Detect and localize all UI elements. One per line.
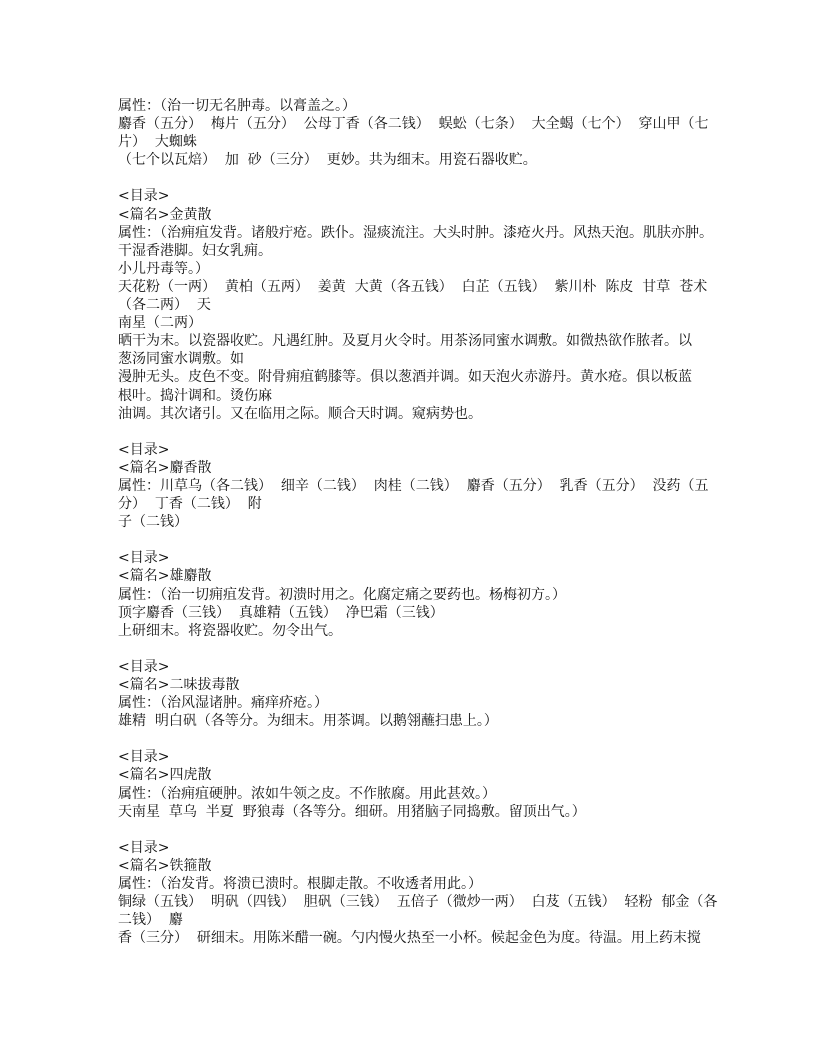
toc-marker: <目录> (118, 550, 170, 567)
toc-marker: <目录> (118, 749, 170, 766)
instructions-line: 漫肿无头。皮色不变。附骨痈疽鹤膝等。俱以葱酒并调。如天泡火赤游丹。黄水疮。俱以板蓝 (118, 369, 692, 386)
instructions-line: 葱汤同蜜水调敷。如 (118, 351, 244, 368)
section-title: <篇名>二味拔毒散 (118, 677, 240, 693)
blank-line (118, 423, 708, 441)
section-title: <篇名>雄麝散 (118, 568, 212, 585)
section-shexiang-san (118, 441, 708, 531)
blank-line (118, 821, 708, 839)
section-title: <篇名>铁箍散 (118, 857, 212, 874)
property-line: 属性：（治一切痈疽发背。初溃时用之。化腐定痛之要药也。杨梅初方。） (118, 586, 566, 603)
property-line: 属性：（治一切无名肿毒。以膏盖之。） (118, 98, 356, 114)
instructions-line: 晒干为末。以瓷器收贮。凡遇红肿。及夏月火令时。用茶汤同蜜水调敷。如微热欲作脓者。以 (118, 333, 692, 350)
toc-marker: <目录> (118, 188, 170, 205)
property-line: 属性：川草乌（各二钱） 细辛（二钱） 肉桂（二钱） 麝香（五分） 乳香（五分） 没药（五 (118, 477, 709, 494)
toc-marker: <目录> (118, 441, 170, 458)
property-line: 属性：（治风湿诸肿。痛痒疥疮。） (118, 695, 328, 712)
ingredients-line: 天南星 草乌 半夏 野狼毒（各等分。细研。用猪脑子同捣敷。留顶出气。） (118, 803, 586, 820)
property-line: 干湿香港脚。妇女乳痈。 (118, 242, 272, 259)
toc-marker: <目录> (118, 658, 170, 675)
ingredients-line: 子（二钱） (118, 514, 188, 531)
blank-line (118, 730, 708, 748)
section-continuation (118, 97, 708, 169)
property-line: 属性：（治痈疽发背。诸般疔疮。跌仆。湿痰流注。大头时肿。漆疮火丹。风热天泡。肌肤亦肿。 (118, 224, 713, 241)
property-line: 属性：（治发背。将溃已溃时。根脚走散。不收透者用此。） (118, 876, 482, 893)
instructions-line: 根叶。捣汁调和。烫伤麻 (118, 387, 272, 404)
section-jinhuang-san (118, 187, 713, 422)
instructions-line: 上研细末。将瓷器收贮。勿令出气。 (118, 622, 342, 639)
ingredients-line: 顶字麝香（三钱） 真雄精（五钱） 净巴霜（三钱） (118, 604, 444, 621)
document-page (118, 97, 718, 947)
ingredients-line: （各二两） 天 (118, 297, 211, 314)
ingredients-line: （七个以瓦焙） 加 砂（三分） 更妙。共为细末。用瓷石器收贮。 (118, 152, 537, 169)
section-sihu-san (118, 748, 708, 820)
ingredients-line: 雄精 明白矾（各等分。为细末。用茶调。以鹅翎蘸扫患上。） (118, 713, 498, 730)
blank-line (118, 640, 708, 658)
section-title: <篇名>金黄散 (118, 206, 212, 223)
property-line: 小儿丹毒等。） (118, 260, 209, 277)
section-title: <篇名>麝香散 (118, 459, 212, 476)
property-line: 属性：（治痈疽硬肿。浓如牛领之皮。不作脓腐。用此甚效。） (118, 785, 496, 802)
section-xiongshe-san (118, 549, 708, 639)
toc-marker: <目录> (118, 839, 170, 856)
ingredients-line: 天花粉（一两） 黄柏（五两） 姜黄 大黄（各五钱） 白芷（五钱） 紫川朴 陈皮 甘草 苍术 (118, 278, 708, 295)
ingredients-line: 片） 大蜘蛛 (118, 134, 197, 151)
section-tiegu-san (118, 839, 718, 948)
ingredients-line: 南星（二两） (118, 315, 202, 332)
ingredients-line: 分） 丁香（二钱） 附 (118, 496, 262, 513)
blank-line (118, 169, 708, 187)
ingredients-line: 铜绿（五钱） 明矾（四钱） 胆矾（三钱） 五倍子（微炒一两） 白芨（五钱） 轻粉 郁金（各 (118, 894, 718, 911)
section-erwei-badu-san (118, 658, 708, 730)
instructions-line: 香（三分） 研细末。用陈米醋一碗。勺内慢火热至一小杯。候起金色为度。待温。用上药末搅 (118, 930, 701, 947)
instructions-line: 油调。其次诸引。又在临用之际。顺合天时调。窥病势也。 (118, 405, 482, 422)
blank-line (118, 531, 708, 549)
section-title: <篇名>四虎散 (118, 767, 212, 784)
ingredients-line: 麝香（五分） 梅片（五分） 公母丁香（各二钱） 蜈蚣（七条） 大全蝎（七个） 穿山甲（七 (118, 116, 709, 133)
ingredients-line: 二钱） 麝 (118, 912, 183, 929)
